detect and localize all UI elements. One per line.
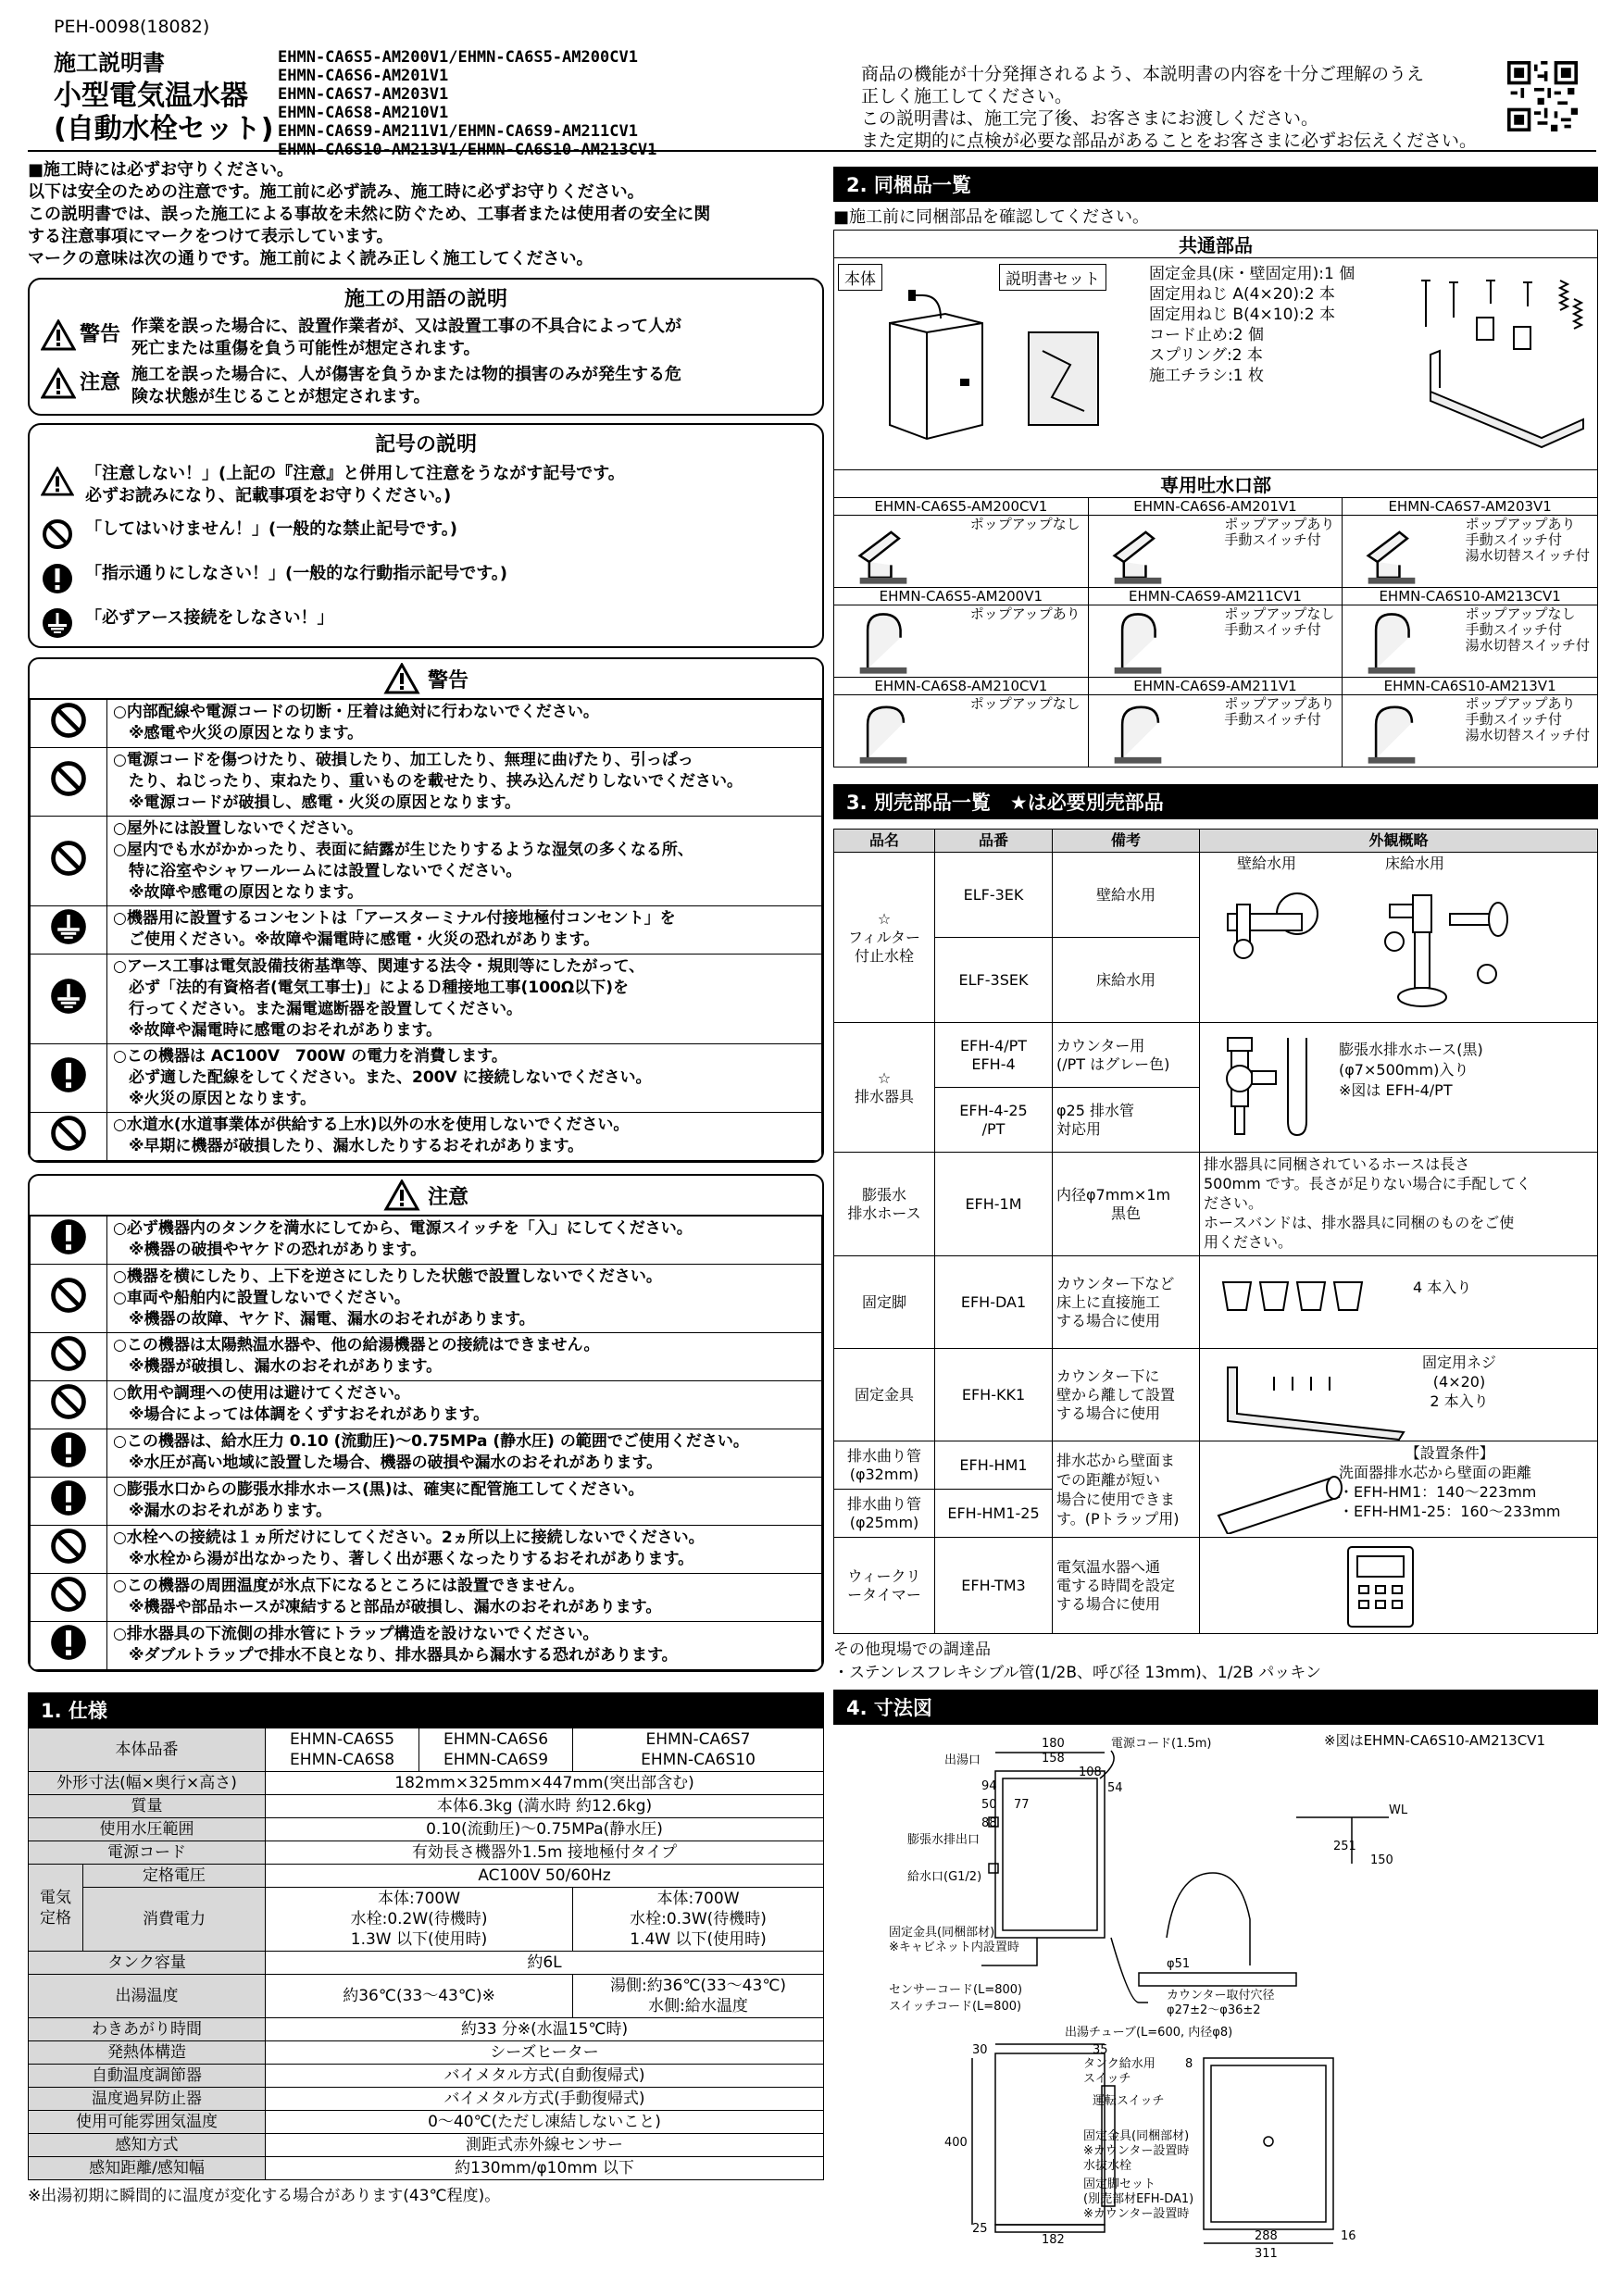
prohibited-icon — [50, 1528, 87, 1565]
svg-text:スイッチ: スイッチ — [1083, 2072, 1131, 2086]
body-illustration: 本体 説明書セット — [834, 258, 1140, 469]
qr-code-icon[interactable] — [1507, 61, 1578, 131]
svg-text:※キャビネット内設置時: ※キャビネット内設置時 — [889, 1940, 1019, 1954]
ground-icon — [42, 607, 73, 639]
svg-text:158: 158 — [1042, 1752, 1065, 1766]
intro-text: 商品の機能が十分発揮されるよう、本説明書の内容を十分ご理解のうえ 正しく施工してください。 この説明書は、施工完了後、お客さまにお渡しください。 また定期的に点検が必要な部品があることをお客さまに必ずお伝えください。 — [861, 64, 1478, 151]
symbol-row: 「注意しない！」(上記の『注意』と併用して注意をうながす記号です。 必ずお読みになり、記載事項をお守りください。) — [30, 463, 822, 507]
safety-intro: ■施工時には必ずお守りください。 以下は安全のための注意です。施工前に必ず読み、施工時に必ずお守りください。 この説明書では、誤った施工による事故を未然に防ぐため、工事者または使用者の安全に関 する注意事項にマークをつけて表示しています。 マークの意味は次の通りです。施工前によく読み正しく施工してください。 — [28, 160, 711, 268]
safety-row: ○この機器は太陽熱温水器や、他の給湯機器との接続はできません。 ※機器が破損し、漏水のおそれがあります。 — [31, 1333, 822, 1381]
left-column — [28, 159, 824, 2205]
doc-type: 施工説明書 — [54, 50, 165, 76]
prohibited-icon — [50, 840, 87, 877]
prohibited-icon — [42, 518, 73, 550]
hardware-drawing — [1403, 262, 1588, 461]
svg-text:77: 77 — [1014, 1798, 1030, 1812]
svg-text:30: 30 — [972, 2043, 988, 2057]
caution-triangle-icon — [41, 368, 76, 399]
prohibited-icon — [50, 1335, 87, 1372]
options-heading: 3. 別売部品一覧 ★は必要別売部品 — [833, 784, 1598, 819]
safety-row: ○機器用に設置するコンセントは「アースターミナル付接地極付コンセント」を ご使用ください。※故障や漏電時に感電・火災の恐れがあります。 — [31, 906, 822, 955]
safety-row: ○この機器は、給水圧力 0.10 (流動圧)～0.75MPa (静水圧) の範囲でご使用ください。 ※水圧が高い地域に設置した場合、機器の破損や漏水のおそれがあります。 — [31, 1429, 822, 1478]
spec-table: 本体品番 EHMN-CA6S5 EHMN-CA6S8 EHMN-CA6S6 EHMN-CA6S9 EHMN-CA6S7 EHMN-CA6S10 外形寸法(幅×奥行×高さ) 182mm×325mm×447mm(突出部含む) 質量 本体6.3kg (満水時 約12.6kg) 使用水圧範囲 0.10(流動圧)～0.75MPa(静水圧) 電源コード 有効長さ機器外1.5m 接地極付タイプ 電気定格 定格電圧 AC100V 50/60Hz 消費電力 本体:700W 水栓:0.2W(待機時) 1.3W 以下(使用時) 本体:700W 水栓:0.3W(待機時) 1.4W 以下(使用時) タンク容量 約6L 出湯温度 約36℃(33～43℃)※ 湯側:約36℃(33～43℃) 水側:給水温度 わきあがり時間 約33 分※(水温15℃時) 発熱体構造 シーズヒーター 自動温度調節器 バイメタル方式(自動復帰式) 温度過昇防止器 バイメタル方式(手動復帰式) 使用可能雰囲気温度 0～40℃(ただし凍結しないこと) 感知方式 測距式赤外線センサー 感知距離/感知幅 約130mm/φ10mm 以下 — [28, 1728, 824, 2180]
terms-title: 施工の用語の説明 — [344, 288, 507, 311]
prohibited-icon — [50, 702, 87, 739]
symbols-box — [28, 423, 824, 648]
svg-text:水抜水栓: 水抜水栓 — [1083, 2159, 1132, 2173]
faucet-drawing — [842, 696, 925, 767]
faucet-drawing — [1096, 517, 1180, 587]
common-items: 固定金具(床・壁固定用):1 個 固定用ねじ A(4×20):2 本 固定用ねじ B(4×10):2 本 コード止め:2 個 スプリング:2 本 施工チラシ:1 枚 — [1140, 258, 1597, 469]
caution-title: 注意 — [427, 1185, 468, 1209]
symbol-row: 「してはいけません！」(一般的な禁止記号です。) — [30, 515, 822, 550]
dimension-drawing: ※図はEHMN-CA6S10-AM213CV1 出湯口 電源コード(1.5m) 膨張水排出口 給水口(G1/2) 固定金具(同梱部材) ※キャビネット内設置時 センサーコード(L=800) スイッチコード(L=800) 出湯チューブ(L=600, 内径φ8) カウンター取付穴径 φ27±2～φ36±2 タンク給水用 スイッチ 運転スイッチ 固定金具(同梱部材) ※カウンター設置時 水抜水栓 固定脚セット (別売部材EFH-DA1) ※カウンター設置時 WL 180 158 108 94 54 50 77 88 251 150 φ51 30 35 8 400 25 182 288 16 311 — [833, 1725, 1598, 2262]
options-table: 品名 品番 備考 外観概略 ☆ フィルター 付止水栓 ELF-3EK 壁給水用 壁給水用 床給水用 ELF-3SEK 床給水用 ☆ 排水器具 EFH-4/PT EFH-4 カウンター用 (/PT はグレー色) 膨張水排水ホース(黒) (φ7×500mm)入り ※図は EFH-4/PT EFH-4-25 /PT φ25 排水管 対応用 膨張水 排水ホース EFH-1M 内径φ7mm×1m 黒色 排水器具に同梱されているホースは長さ 500mm です。長さが足りない場合に手配してく ださい。 ホースバンドは、排水器具に同梱のものをご使 用ください。 固定脚 EFH-DA1 カウンター下など 床上に直接施工 する場合に使用 4 本入り 固定金具 EFH-KK1 カウンター下に 壁から離して設置 する場合に使用 固定用ネジ (4×20) 2 本入り 排水曲り管 (φ32mm) EFH-HM1 排水芯から壁面ま での距離が短い 場合に使用できま す。(Pトラップ用) 【設置条件】 洗面器排水芯から壁面の距離 ・EFH-HM1：140～223mm ・EFH-HM1-25：160～233mm 排水曲り管 (φ25mm) EFH-HM1-25 ウィークリ ータイマー EFH-TM3 電気温水器へ通 電する時間を設定 する場合に使用 — [833, 829, 1598, 1634]
svg-text:94: 94 — [981, 1779, 997, 1793]
svg-text:※カウンター設置時: ※カウンター設置時 — [1083, 2144, 1190, 2158]
safety-row: ○アース工事は電気設備技術基準等、関連する法令・規則等にしたがって、 必ず「法的有資格者(電気工事士)」によるＤ種接地工事(100Ω以下)を 行ってください。また漏電遮断器を設置してください。 ※故障や漏電時に感電のおそれがあります。 — [31, 955, 822, 1044]
svg-text:スイッチコード(L=800): スイッチコード(L=800) — [889, 2000, 1022, 2014]
svg-text:16: 16 — [1341, 2229, 1356, 2243]
prohibited-icon — [50, 1277, 87, 1314]
svg-text:膨張水排出口: 膨張水排出口 — [907, 1833, 981, 1847]
filter-valve-drawing — [1209, 877, 1515, 1016]
safety-row: ○水栓への接続は１ヵ所だけにしてください。2ヵ所以上に接続しないでください。 ※水栓から湯が出なかったり、著しく出が悪くなったりするおそれがあります。 — [31, 1526, 822, 1574]
safety-row: ○この機器の周囲温度が氷点下になるところには設置できません。 ※機器や部品ホースが凍結すると部品が破損し、漏水のおそれがあります。 — [31, 1574, 822, 1622]
svg-text:25: 25 — [972, 2222, 988, 2236]
spout-cell: EHMN-CA6S8-AM210CV1 ポップアップなし — [834, 678, 1089, 767]
svg-text:(別売部材EFH-DA1): (別売部材EFH-DA1) — [1083, 2192, 1194, 2206]
safety-row: ○排水器具の下流側の排水管にトラップ構造を設けないでください。 ※ダブルトラップで排水不良となり、排水器具から漏水する恐れがあります。 — [31, 1622, 822, 1670]
svg-text:150: 150 — [1370, 1853, 1393, 1867]
prohibited-icon — [50, 1383, 87, 1420]
symbol-row: 「指示通りにしなさい！」(一般的な行動指示記号です。) — [30, 559, 822, 594]
svg-text:固定脚セット: 固定脚セット — [1083, 2177, 1156, 2191]
spec-footnote: ※出湯初期に瞬間的に温度が変化する場合があります(43℃程度)。 — [28, 2187, 501, 2205]
parts-box: 共通部品 本体 説明書セット 固定金具(床・壁固定用):1 個 固定用ねじ A(4×20):2 本 固定用ねじ B(4×10):2 本 コード止め:2 個 スプリング:2 本 施工チラシ:1 枚 専用吐水口部 EHMN-CA6S5-AM200CV1 ポップアップなし EHMN-CA6S6-AM201V1 ポップアップあり 手動スイッチ付 EHMN-CA6S7-AM203V1 ポップアップあり 手動スイッチ付 湯水切替スイッチ付 EHMN-CA6S5-AM200V1 ポップアップあり EHMN-CA6S9-AM211CV1 ポップアップなし 手動スイッチ付 EHMN-CA6S10-AM213CV1 ポップアップなし 手動スイッチ付 湯水切替スイッチ付 EHMN-CA6S8-AM210CV1 ポップアップなし EHMN-CA6S9-AM211V1 ポップアップあり 手動スイッチ付 EHMN-CA6S10-AM213V1 ポップアップあり 手動スイッチ付 湯水切替スイッチ付 — [833, 230, 1598, 767]
spec-heading: 1. 仕様 — [28, 1692, 824, 1728]
spout-cell: EHMN-CA6S5-AM200V1 ポップアップあり — [834, 588, 1089, 678]
svg-text:54: 54 — [1107, 1781, 1123, 1795]
svg-text:φ27±2～φ36±2: φ27±2～φ36±2 — [1167, 2003, 1261, 2017]
mandatory-icon — [50, 1218, 87, 1255]
faucet-drawing — [1096, 606, 1180, 677]
mandatory-icon — [50, 1624, 87, 1661]
faucet-drawing — [1350, 606, 1433, 677]
svg-text:108: 108 — [1079, 1766, 1102, 1779]
parts-note: ■施工前に同梱部品を確認してください。 — [833, 207, 1150, 227]
spout-cell: EHMN-CA6S9-AM211CV1 ポップアップなし 手動スイッチ付 — [1089, 588, 1343, 678]
safety-row: ○機器を横にしたり、上下を逆さにしたりした状態で設置しないでください。 ○車両や船舶内に設置しないでください。 ※機器の故障、ヤケド、漏電、漏水のおそれがあります。 — [31, 1265, 822, 1333]
faucet-drawing — [1350, 517, 1433, 587]
faucet-drawing — [842, 606, 925, 677]
warning-title: 警告 — [427, 668, 468, 693]
svg-text:φ51: φ51 — [1167, 1957, 1191, 1971]
svg-text:182: 182 — [1042, 2233, 1065, 2247]
dimension-heading: 4. 寸法図 — [833, 1690, 1598, 1725]
spout-cell: EHMN-CA6S10-AM213V1 ポップアップあり 手動スイッチ付 湯水切替スイッチ付 — [1343, 678, 1597, 767]
svg-text:※カウンター設置時: ※カウンター設置時 — [1083, 2207, 1190, 2221]
mandatory-icon — [50, 1479, 87, 1516]
prohibited-icon — [50, 760, 87, 797]
safety-row: ○水道水(水道事業体が供給する上水)以外の水を使用しないでください。 ※早期に機器が破損したり、漏水したりするおそれがあります。 — [31, 1113, 822, 1161]
prohibited-icon — [50, 1576, 87, 1613]
svg-text:センサーコード(L=800): センサーコード(L=800) — [889, 1983, 1023, 1997]
spout-cell: EHMN-CA6S7-AM203V1 ポップアップあり 手動スイッチ付 湯水切替スイッチ付 — [1343, 498, 1597, 588]
doc-code: PEH-0098(18082) — [54, 17, 210, 37]
parts-heading: 2. 同梱品一覧 — [833, 167, 1598, 202]
caution-triangle-icon — [383, 1179, 420, 1211]
prohibited-icon — [50, 1115, 87, 1152]
warning-box — [28, 657, 824, 1163]
safety-row: ○膨張水口からの膨張水排水ホース(黒)は、確実に配管施工してください。 ※漏水のおそれがあります。 — [31, 1478, 822, 1526]
water-heater-drawing — [853, 286, 1131, 467]
term-caution: 注意 施工を誤った場合に、人が傷害を負うかまたは物的損害のみが発生する危 険な状態が生じることが想定されます。 — [30, 364, 822, 408]
spout-grid — [834, 498, 1597, 767]
timer-drawing — [1339, 1543, 1422, 1630]
faucet-drawing — [1350, 696, 1433, 767]
svg-text:35: 35 — [1093, 2043, 1108, 2057]
header-divider — [28, 150, 1596, 152]
svg-text:タンク給水用: タンク給水用 — [1083, 2057, 1156, 2071]
safety-row: ○飲用や調理への使用は避けてください。 ※場合によっては体調をくずすおそれがあります。 — [31, 1381, 822, 1429]
spout-cell: EHMN-CA6S6-AM201V1 ポップアップあり 手動スイッチ付 — [1089, 498, 1343, 588]
warning-table — [30, 699, 822, 1161]
safety-row: ○電源コードを傷つけたり、破損したり、加工したり、無理に曲げたり、引っぱっ たり、ねじったり、束ねたり、重いものを載せたり、挟み込んだりしないでください。 ※電源コードが破損し、感電・火災の原因となります。 — [31, 748, 822, 817]
svg-text:電源コード(1.5m): 電源コード(1.5m) — [1111, 1737, 1212, 1751]
safety-row: ○必ず機器内のタンクを満水にしてから、電源スイッチを「入」にしてください。 ※機器の破損やヤケドの恐れがあります。 — [31, 1217, 822, 1265]
svg-text:固定金具(同梱部材): 固定金具(同梱部材) — [1083, 2129, 1190, 2143]
svg-text:251: 251 — [1333, 1840, 1356, 1853]
symbols-title: 記号の説明 — [374, 433, 477, 456]
svg-text:400: 400 — [944, 2136, 968, 2150]
terms-box — [28, 278, 824, 416]
safety-row: ○屋外には設置しないでください。 ○屋内でも水がかかったり、表面に結露が生じたりするような湿気の多くなる所、 特に浴室やシャワールームには設置しないでください。 ※故障や感電の原因となります。 — [31, 817, 822, 906]
mandatory-icon — [42, 563, 73, 594]
ground-icon — [50, 978, 87, 1015]
svg-text:288: 288 — [1255, 2229, 1278, 2243]
mandatory-icon — [50, 1056, 87, 1093]
svg-text:出湯チューブ(L=600, 内径φ8): 出湯チューブ(L=600, 内径φ8) — [1065, 2026, 1233, 2040]
mandatory-icon — [50, 1431, 87, 1468]
caution-triangle-icon — [41, 467, 74, 496]
svg-text:180: 180 — [1042, 1737, 1065, 1751]
svg-text:固定金具(同梱部材): 固定金具(同梱部材) — [889, 1926, 995, 1940]
symbol-row: 「必ずアース接続をしなさい！」 — [30, 604, 822, 639]
faucet-drawing — [842, 517, 925, 587]
term-warning: 警告 作業を誤った場合に、設置作業者が、又は設置工事の不具合によって人が 死亡または重傷を負う可能性が想定されます。 — [30, 316, 822, 360]
svg-text:50: 50 — [981, 1798, 997, 1812]
bracket-drawing — [1218, 1358, 1413, 1441]
dimension-svg — [833, 1725, 1598, 2262]
right-column — [833, 167, 1598, 2262]
svg-text:運転スイッチ: 運転スイッチ — [1093, 2094, 1165, 2108]
svg-text:出湯口: 出湯口 — [944, 1753, 981, 1767]
warning-triangle-icon — [383, 663, 420, 694]
svg-text:カウンター取付穴径: カウンター取付穴径 — [1167, 1989, 1275, 2003]
faucet-drawing — [1096, 696, 1180, 767]
caution-table — [30, 1216, 822, 1670]
safety-row: ○内部配線や電源コードの切断・圧着は絶対に行わないでください。 ※感電や火災の原因となります。 — [31, 700, 822, 748]
svg-text:WL: WL — [1389, 1803, 1408, 1817]
ground-icon — [50, 908, 87, 945]
safety-row: ○この機器は AC100V 700W の電力を消費します。 必ず適した配線をしてください。また、200V に接続しないでください。 ※火災の原因となります。 — [31, 1044, 822, 1113]
warning-triangle-icon — [41, 319, 76, 351]
spout-cell: EHMN-CA6S9-AM211V1 ポップアップあり 手動スイッチ付 — [1089, 678, 1343, 767]
svg-text:88: 88 — [981, 1816, 997, 1830]
svg-text:311: 311 — [1255, 2247, 1278, 2261]
svg-text:8: 8 — [1185, 2057, 1193, 2071]
other-items: その他現場での調達品 ・ステンレスフレキシブル管(1/2B、呼び径 13mm)、1/2B パッキン — [833, 1641, 1322, 1682]
model-list: EHMN-CA6S5-AM200V1/EHMN-CA6S5-AM200CV1 EHMN-CA6S6-AM201V1 EHMN-CA6S7-AM203V1 EHMN-CA6S8-AM210V1 EHMN-CA6S9-AM211V1/EHMN-CA6S9-AM211CV1 EHMN-CA6S10-AM213V1/EHMN-CA6S10-AM213CV1 — [278, 48, 657, 159]
spout-cell: EHMN-CA6S10-AM213CV1 ポップアップなし 手動スイッチ付 湯水切替スイッチ付 — [1343, 588, 1597, 678]
drain-fitting-drawing — [1209, 1029, 1320, 1149]
svg-text:給水口(G1/2): 給水口(G1/2) — [907, 1870, 982, 1884]
spout-cell: EHMN-CA6S5-AM200CV1 ポップアップなし — [834, 498, 1089, 588]
product-title: 小型電気温水器 (自動水栓セット) — [54, 80, 274, 145]
caution-box — [28, 1174, 824, 1672]
leg-drawing — [1218, 1273, 1367, 1319]
